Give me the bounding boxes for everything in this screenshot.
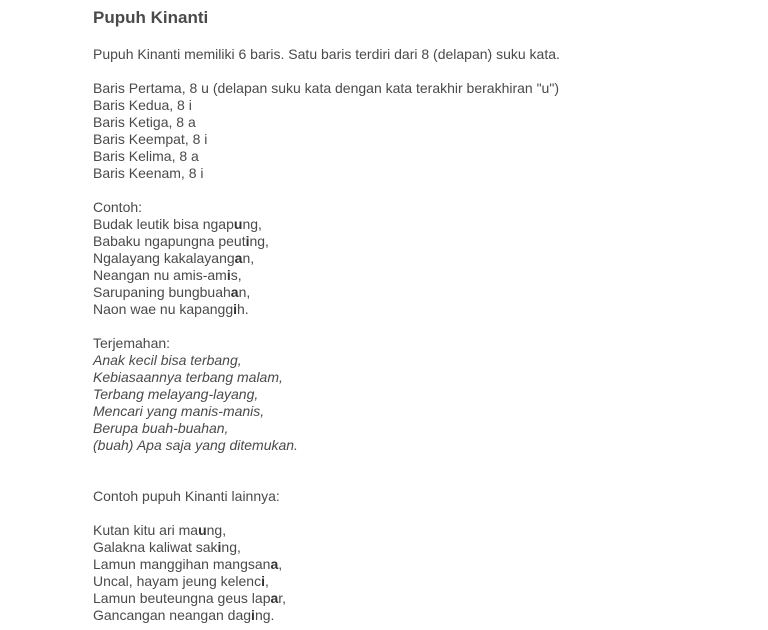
example-heading: Contoh: <box>93 199 143 215</box>
other-example-heading: Contoh pupuh Kinanti lainnya: <box>93 488 280 504</box>
rule-line: Baris Keempat, 8 i <box>93 131 208 147</box>
translation-line: Kebiasaannya terbang malam, <box>93 369 283 385</box>
stanza-line: Neangan nu amis-amis, <box>93 267 242 283</box>
stanza-line: Budak leutik bisa ngapung, <box>93 216 262 232</box>
translation-line: Mencari yang manis-manis, <box>93 403 265 419</box>
intro-text: Pupuh Kinanti memiliki 6 baris. Satu baris terdiri dari 8 (delapan) suku kata. <box>93 46 560 62</box>
document <box>93 7 753 624</box>
stanza-line: Lamun manggihan mangsana, <box>93 556 283 572</box>
other-example-stanza <box>93 522 753 624</box>
rule-line: Baris Kelima, 8 a <box>93 148 199 164</box>
stanza-line: Kutan kitu ari maung, <box>93 522 227 538</box>
translation-line: Berupa buah-buahan, <box>93 420 229 436</box>
stanza-line: Naon wae nu kapanggih. <box>93 301 249 317</box>
stanza-line: Gancangan neangan daging. <box>93 607 275 623</box>
stanza-line: Uncal, hayam jeung kelenci, <box>93 573 269 589</box>
translation-line: (buah) Apa saja yang ditemukan. <box>93 437 298 453</box>
rules-list <box>93 80 753 182</box>
example-stanza <box>93 216 753 318</box>
rule-line: Baris Pertama, 8 u (delapan suku kata dengan kata terakhir berakhiran "u") <box>93 80 559 96</box>
stanza-line: Babaku ngapungna peuting, <box>93 233 269 249</box>
rule-line: Baris Ketiga, 8 a <box>93 114 196 130</box>
translation-line: Terbang melayang-layang, <box>93 386 259 402</box>
translation-heading: Terjemahan: <box>93 335 171 351</box>
stanza-line: Lamun beuteungna geus lapar, <box>93 590 287 606</box>
rule-line: Baris Keenam, 8 i <box>93 165 204 181</box>
translation-line: Anak kecil bisa terbang, <box>93 352 242 368</box>
translation-stanza <box>93 352 753 454</box>
rule-line: Baris Kedua, 8 i <box>93 97 192 113</box>
stanza-line: Ngalayang kakalayangan, <box>93 250 255 266</box>
stanza-line: Galakna kaliwat saking, <box>93 539 241 555</box>
stanza-line: Sarupaning bungbuahan, <box>93 284 251 300</box>
page-title: Pupuh Kinanti <box>93 8 209 27</box>
